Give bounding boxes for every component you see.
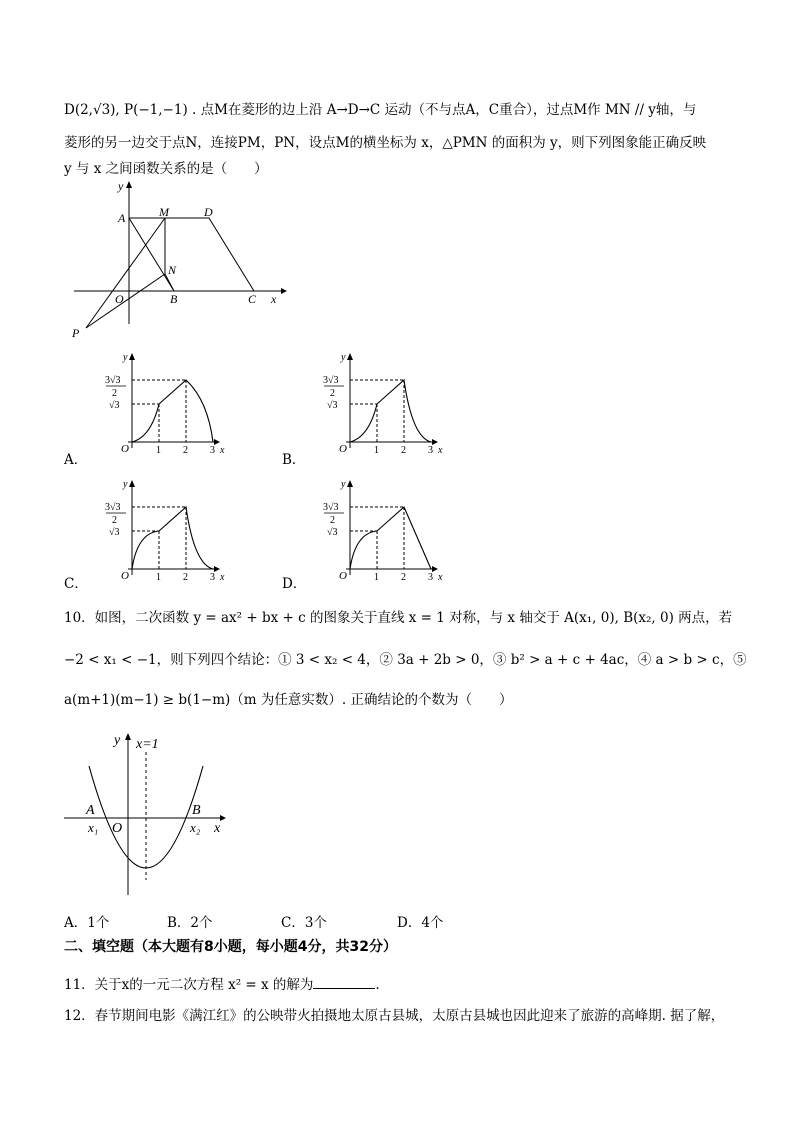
parabola-figure	[62, 730, 232, 900]
y-axis-label: y	[341, 352, 346, 363]
fig-label-M: M	[159, 205, 169, 219]
q10-line1: 10．如图，二次函数 y = ax² + bx + c 的图象关于直线 x = 1 对称，与 x 轴交于 A(x₁, 0), B(x₂, 0) 两点，若	[64, 610, 733, 626]
q11-prefix: 11．关于x的一元二次方程 x² = x 的解为	[64, 977, 314, 993]
y-axis-label: y	[123, 479, 128, 490]
xtick-1: 1	[374, 572, 379, 581]
q10-choice-a[interactable]: A．1个	[64, 915, 110, 931]
xtick-O: O	[121, 443, 129, 454]
fig-label-N: N	[168, 263, 177, 277]
xtick-2: 2	[183, 445, 188, 454]
xtick-2: 2	[401, 572, 406, 581]
q10-line2: −2 < x₁ < −1，则下列四个结论：① 3 < x₂ < 4，② 3a + 2b > 0，③ b² > a + c + 4ac，④ a > b > c，⑤	[64, 652, 747, 668]
ytick-denominator-2: 2	[112, 515, 117, 526]
fig-label-D: D	[204, 205, 213, 219]
option-b-label[interactable]: B．	[282, 452, 306, 468]
ytick-root3: √3	[109, 400, 120, 411]
function-curve	[350, 507, 431, 569]
fig10-label-O: O	[112, 821, 123, 836]
ytick-denominator-2: 2	[330, 515, 335, 526]
xtick-O: O	[339, 570, 347, 581]
function-curve	[132, 507, 213, 569]
q10-line3: a(m+1)(m−1) ≥ b(1−m)（m 为任意实数）. 正确结论的个数为（ ）	[64, 692, 513, 708]
option-a-graph	[86, 350, 226, 454]
y-axis-arrow	[347, 480, 353, 487]
section-heading: 二、填空题（本大题有8小题，每小题4分，共32分）	[64, 939, 397, 955]
q12-line: 12．春节期间电影《满江红》的公映带火拍摄地太原古县城，太原古县城也因此迎来了旅游的高峰期. 据了解，	[64, 1008, 725, 1024]
xtick-2: 2	[183, 572, 188, 581]
q9-line3: y 与 x 之间函数关系的是（ ）	[64, 161, 268, 177]
fig10-label-A: A	[86, 803, 95, 818]
fig-label-B: B	[170, 292, 178, 306]
parabola-curve	[89, 766, 203, 868]
fig10-label-B: B	[192, 803, 201, 818]
q9-line2: 菱形的另一边交于点N，连接PM，PN，设点M的横坐标为 x，△PMN 的面积为 y，则下列图象能正确反映	[64, 135, 707, 151]
ytick-3root3: 3√3	[323, 502, 339, 513]
xtick-O: O	[339, 443, 347, 454]
xtick-x: x	[438, 445, 443, 454]
option-d-graph	[304, 477, 444, 581]
option-c-graph	[86, 477, 226, 581]
fig10-label-x: x	[214, 821, 221, 836]
option-b-graph	[304, 350, 444, 454]
xtick-1: 1	[374, 445, 379, 454]
y-axis-arrow	[129, 353, 135, 360]
xtick-1: 1	[156, 445, 161, 454]
ytick-denominator-2: 2	[330, 388, 335, 399]
y-axis-arrow	[129, 480, 135, 487]
option-d-label[interactable]: D．	[282, 576, 307, 592]
fig-label-C: C	[248, 292, 257, 306]
xtick-x: x	[438, 572, 443, 581]
ytick-3root3: 3√3	[105, 502, 121, 513]
ytick-denominator-2: 2	[112, 388, 117, 399]
fig10-label-axis: x=1	[136, 737, 159, 752]
fig10-label-x1: x₁	[88, 820, 99, 835]
fig-label-y: y	[118, 179, 124, 193]
q11-suffix: .	[375, 977, 380, 993]
xtick-O: O	[121, 570, 129, 581]
function-curve	[350, 380, 431, 442]
xtick-x: x	[220, 572, 225, 581]
ytick-root3: √3	[109, 527, 120, 538]
rhombus-figure	[66, 176, 296, 344]
q11-line	[64, 973, 380, 993]
y-axis-arrow	[347, 353, 353, 360]
fig-label-x: x	[271, 292, 277, 306]
option-c-label[interactable]: C．	[64, 576, 88, 592]
xtick-2: 2	[401, 445, 406, 454]
xtick-3: 3	[428, 572, 433, 581]
xtick-3: 3	[428, 445, 433, 454]
q9-line1: D(2,√3), P(−1,−1) . 点M在菱形的边上沿 A→D→C 运动（不与点A，C重合），过点M作 MN // y轴，与	[64, 102, 697, 118]
y-axis-label: y	[341, 479, 346, 490]
q10-choice-c[interactable]: C．3个	[281, 915, 327, 931]
ytick-root3: √3	[327, 527, 338, 538]
fig-label-O: O	[115, 292, 124, 306]
xtick-x: x	[220, 445, 225, 454]
function-curve	[132, 380, 213, 442]
fig10-label-x2: x₂	[190, 820, 201, 835]
q11-answer-blank[interactable]	[313, 975, 375, 989]
xtick-1: 1	[156, 572, 161, 581]
fig-label-P: P	[72, 326, 80, 340]
q10-choice-b[interactable]: B．2个	[167, 915, 213, 931]
option-a-label[interactable]: A．	[64, 452, 88, 468]
fig-label-A: A	[118, 211, 126, 225]
xtick-3: 3	[210, 445, 215, 454]
y-axis-label: y	[123, 352, 128, 363]
ytick-3root3: 3√3	[105, 375, 121, 386]
fig10-label-y: y	[114, 733, 121, 748]
xtick-3: 3	[210, 572, 215, 581]
ytick-3root3: 3√3	[323, 375, 339, 386]
q10-choice-d[interactable]: D．4个	[397, 915, 444, 931]
ytick-root3: √3	[327, 400, 338, 411]
